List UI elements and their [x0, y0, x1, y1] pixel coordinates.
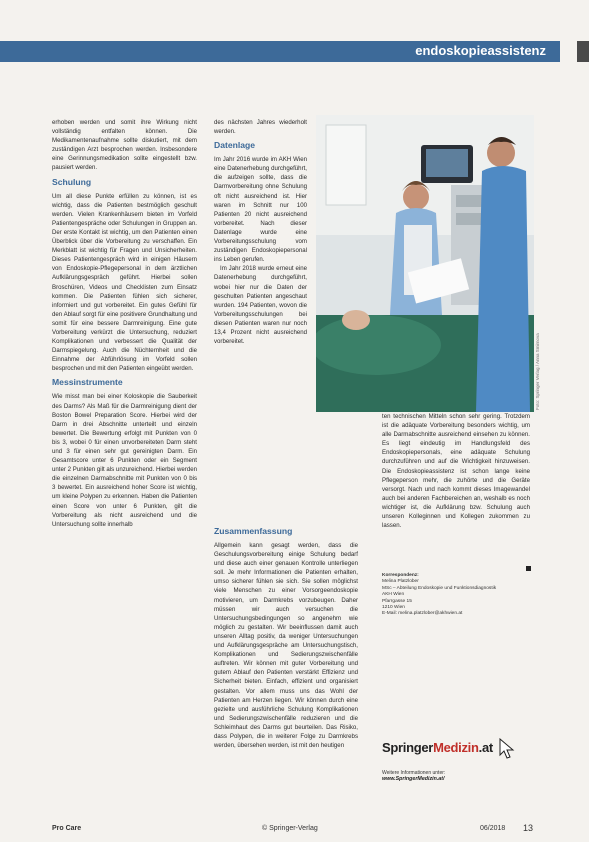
- column-1: [52, 118, 197, 529]
- author-name: Melina Platzlober: [382, 579, 419, 585]
- paragraph: Allgemein kann gesagt werden, dass die Geschulungsvorbereitung einige Schulung bedarf und diese auch einer genauen Kontrolle unterliegen soll. Je mehr Informationen die Patienten erhalten, umso sicherer fühlen sie sich. Sie sollen möglichst viele Menschen zu einer Vorsorgeendoskopie motivieren, um Darmkrebs vorzubeugen. Daher müssen wir auch versuchen die Untersuchungsbedingungen so angenehm wie möglich zu gestalten. Wir beeinflussen damit auch unseren Alltag positiv, da weniger Untersuchungen und Aufklärungsgespräche am Untersuchungstisch, Komplikationen und Sedierungszwischenfälle auftreten. Wir können mit guter Vorbereitung und gutem Ablauf den Patienten verstärkt Effizienz und Sicherheit bieten. Einfach, effizient und organisiert gestalten. Vor allem muss uns das Wohl der Patienten am Herzen liegen. Wir können durch eine gezielte und ausführliche Schulung Komplikationen und Sedierungszwischenfälle reduzieren und die Schleimhaut des Darms gut beurteilen. Das Risiko, dass Polypen, die in weiterer Folge zu Darmkrebs werden, übersehen werden, ist mit den heutigen: [214, 542, 358, 750]
- column-2: [214, 118, 307, 346]
- author-street: Pfarrgasse 15: [382, 598, 412, 604]
- heading-zusammenfassung: Zusammenfassung: [214, 526, 293, 536]
- paragraph: erhoben werden und somit ihre Wirkung nicht vollständig entfalten können. Die Medikamentenaufnahme sollte diskutiert, mit dem zuständigen Arzt besprochen werden. Insbesondere eine Gerinnungsmedikation sollte eingestellt bzw. pausiert werden.: [52, 119, 197, 172]
- springer-url-link[interactable]: www.SpringerMedizin.at/: [382, 776, 445, 782]
- correspondence-title: Korrespondenz:: [382, 573, 419, 578]
- page-edge-tab: [577, 41, 589, 62]
- heading-messinstrumente: Messinstrumente: [52, 377, 123, 388]
- footer-issue: 06/2018: [480, 825, 506, 832]
- article-end-marker: [526, 566, 531, 571]
- photo-illustration: [316, 115, 534, 412]
- paragraph: Im Jahr 2018 wurde erneut eine Datenerhebung durchgeführt, wobei hier nur die Daten der geschulten Patienten angeschaut wurden. 194 Patienten, wovon die Vorbereitungsschulungen bei diesen Patienten waren nur noch 13,4 Prozent nicht ausreichend vorbereitet.: [214, 265, 307, 346]
- heading-schulung: Schulung: [52, 176, 92, 187]
- springer-promo: [382, 738, 532, 782]
- heading-datenlage: Datenlage: [214, 140, 256, 151]
- paragraph: Um all diese Punkte erfüllen zu können, ist es wichtig, dass die Patienten bestmöglich geschult werden. Vielen Krankenhäusern bieten im Vorfeld Patientengespräche oder Schulungen in Gruppen an. Der erste Kontakt ist wichtig, um den Patienten einen Überblick über die Vorbereitung zu verschaffen. Ein Merkblatt ist wichtig für Fragen und Unsicherheiten. Dieses Patientengespräch wird in einigen Häusern von Endoskopie-Pflegepersonal in dem ärztlichen Aufklärungsgespräch geführt. Hierbei sollen Broschüren, Videos und Checklisten zum Einsatz kommen. Die Patienten fühlen sich sicherer, informiert und gut vorbereitet. Ein gutes Gefühl für den Ablauf sorgt für eine positivere Grundhaltung und somit für eine bessere Darmreinigung. Eine gute Vorbereitung verkürzt die Untersuchung, reduziert Komplikationen und verbessert die Qualität der Darmspiegelung. Auch die Nüchternheit und die Einnahme der Abführlösung im Vorfeld sollen besprochen und mit den Patienten eingeübt werden.: [52, 192, 197, 373]
- paragraph: ten technischen Mitteln schon sehr gering. Trotzdem ist die adäquate Vorbereitung besonders wichtig, um alle Darmabschnitte ausreichend einsehen zu können. Es liegt eindeutig im Handlungsfeld des Endoskopiepersonals, eine adäquate Schulung durchzuführen und auf die Wichtigkeit hinzuweisen. Die Endoskopieassistenz ist schon lange keine Pflegeperson mehr, die zuhörte und die Geräte versorgt. Nach und nach kommt dieses Imagewandel auch bei anderen Fachbereichen an, weshalb es noch wichtiger ist, die Aufklärung bzw. Schulung auch unseren Kolleginnen und Kollegen zukommen zu lassen.: [382, 413, 530, 530]
- footer-publisher: © Springer-Verlag: [262, 825, 318, 832]
- paragraph: Im Jahr 2016 wurde im AKH Wien eine Datenerhebung durchgeführt, die aufzeigen sollte, dass die Darmvorbereitung ohne Schulung oft nicht ausreichend ist. Hier waren im Schnitt nur 100 Patienten 20 nicht ausreichend vorbereitet. Nach dieser Datenlage wurde eine Vorbereitungsschulung vom zuständigen Endoskopiepersonal ins Leben gerufen.: [214, 156, 307, 264]
- more-info-label: Weitere Informationen unter:: [382, 770, 446, 776]
- column-4: [382, 412, 530, 530]
- page-number: 13: [523, 823, 534, 833]
- paragraph: Wie misst man bei einer Koloskopie die Sauberkeit des Darms? Als Maß für die Darmreinigung dient der Boston Bowel Preparation Score. Hierbei wird der Darm in drei Abschnitte unterteilt und einzeln bewertet. Die Bewertung erfolgt mit Punkten von 0 bis 3, wobei 0 für einen unvorbereiteten Darm steht und 3 für einen sehr gut gereinigten Darm. Ein Gesamtscore unter 6 Punkten oder ein Segment unter 2 Punkten gilt als unzureichend. Hierbei werden die einzelnen Darmabschnitte mit Punkten von 0 bis 3 bewertet. Ein ausreichend hoher Score ist wichtig, um kleine Polypen zu erkennen. Haben die Patienten einen Score von unter 6 Punkten, gilt die Vorbereitung als nicht ausreichend und die Untersuchung sollte innerhalb: [52, 393, 197, 528]
- photo-credit: Foto: Springer Verlag / Anna Smirnova: [535, 333, 540, 410]
- author-email[interactable]: E-Mail: melina.platzlober@akhwien.at: [382, 611, 463, 617]
- cursor-arrow-icon: [499, 738, 515, 760]
- section-title: endoskopieassistenz: [415, 43, 546, 58]
- author-hospital: AKH Wien: [382, 592, 405, 598]
- paragraph: des nächsten Jahres wiederholt werden.: [214, 119, 307, 136]
- correspondence-block: [382, 573, 532, 618]
- column-3: [214, 522, 358, 750]
- author-role: MSc – Abteilung Endoskopie und Funktionsdiagnostik: [382, 585, 497, 591]
- section-banner: [0, 41, 560, 62]
- footer-journal: Pro Care: [52, 825, 82, 832]
- endoscopy-photo: [316, 115, 534, 412]
- springer-medizin-logo: SpringerMedizin.at: [382, 738, 532, 760]
- author-city: 1210 Wien: [382, 605, 405, 611]
